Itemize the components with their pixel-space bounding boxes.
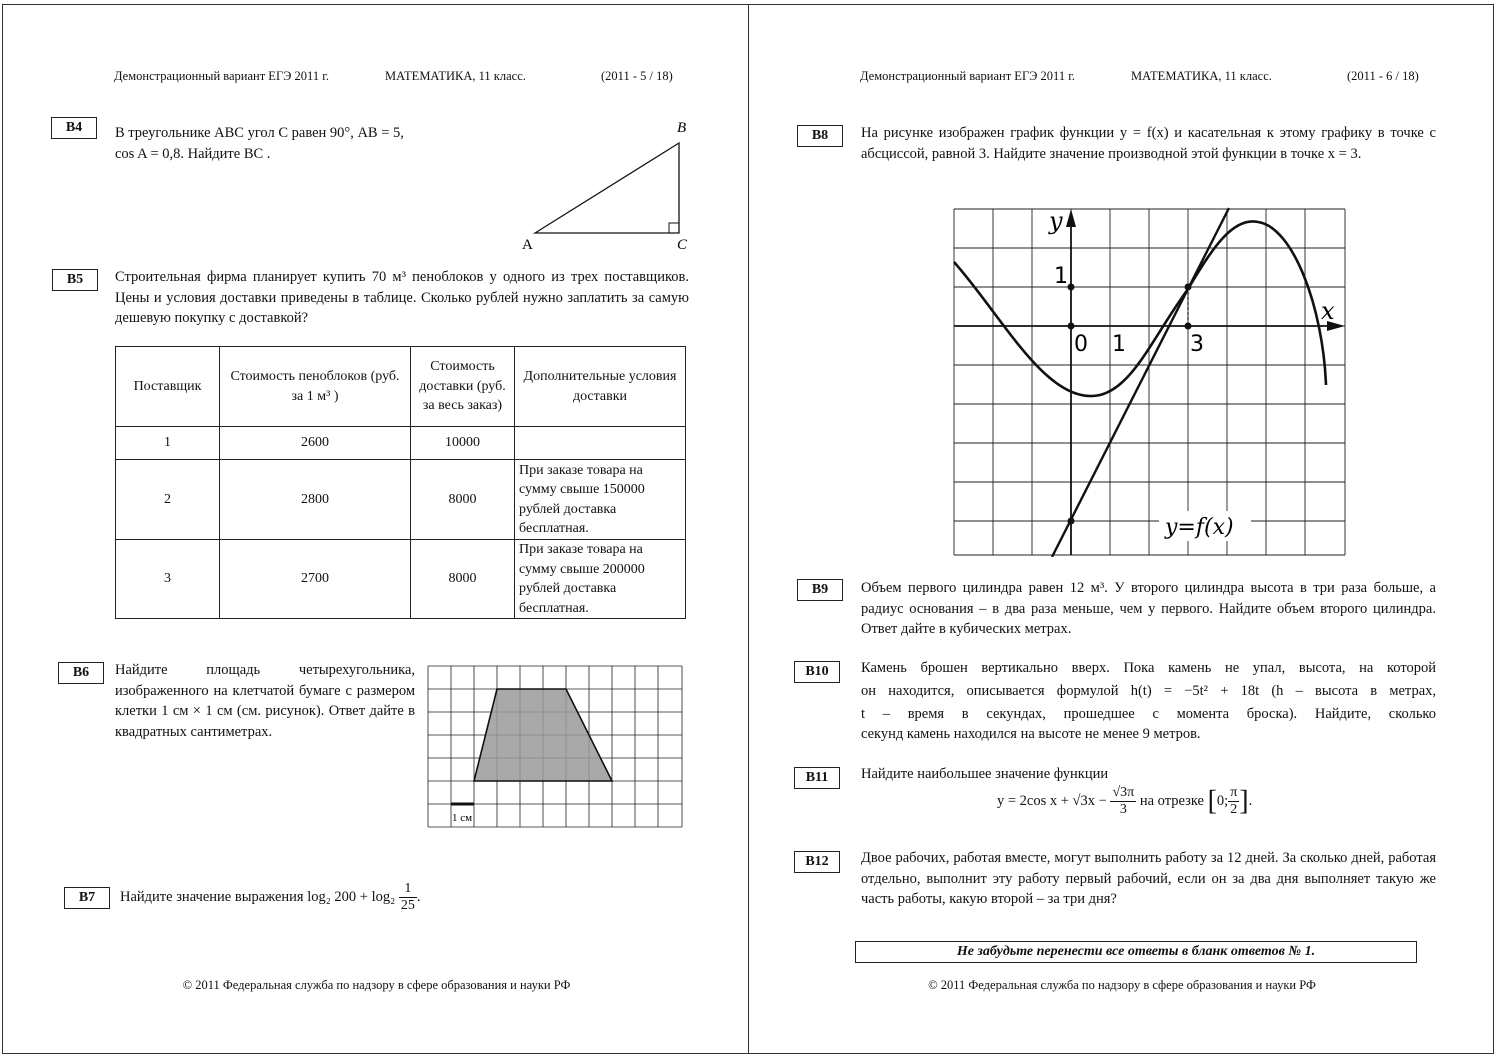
function-graph [953, 207, 1347, 557]
task-b10-line2: он находится, описывается формулой h(t) = −5t² + 18t (h – высота в метрах, [861, 683, 1436, 699]
left-bracket: [ [1207, 785, 1217, 817]
y1-point [1068, 284, 1075, 291]
x-axis-label: x [1321, 297, 1335, 325]
task-label-b8: B8 [797, 125, 843, 147]
answer-sheet-notice: Не забудьте перенести все ответы в бланк ответов № 1. [855, 941, 1417, 963]
fraction-numerator: π [1230, 785, 1238, 800]
task-label-b6: B6 [58, 662, 104, 684]
table-cell: 8000 [411, 460, 515, 540]
y-axis-label: y [1049, 207, 1063, 235]
triangle-shape [535, 143, 679, 233]
interval-left: 0; [1216, 792, 1229, 809]
origin-point [1068, 323, 1075, 330]
table-cell [515, 427, 686, 460]
left-page [2, 4, 749, 1054]
grid-quadrilateral-figure [427, 665, 685, 833]
table-cell: 2800 [220, 460, 411, 540]
scale-label: 1 см [452, 812, 473, 824]
task-b11-text: Найдите наибольшее значение функции [861, 766, 1109, 782]
table-header-cell: Стоимость пеноблоков (руб. за 1 м³ ) [220, 347, 411, 427]
table-header-row [116, 347, 686, 427]
right-header-subject: МАТЕМАТИКА, 11 класс. [1131, 69, 1272, 83]
task-b5-text: Строительная фирма планирует купить 70 м³ пеноблоков у одного из трех поставщиков. Цены и условия доставки приведены в таблице. Сколько рублей нужно заплатить за самую дешевую покупку с доставкой? [115, 269, 689, 326]
table-cell: При заказе товара на сумму свыше 200000 рублей доставка бесплатная. [515, 540, 686, 619]
function-label: y=f(x) [1165, 515, 1234, 540]
task-label-b9: B9 [797, 579, 843, 601]
suppliers-table [115, 346, 686, 619]
vertex-a-label: A [522, 237, 533, 253]
table-cell: 3 [116, 540, 220, 619]
origin-label: 0 [1074, 332, 1088, 357]
table-cell: 10000 [411, 427, 515, 460]
tangent-point [1185, 284, 1192, 291]
table-header-cell: Дополнительные условия доставки [515, 347, 686, 427]
formula-left: y = 2cos x + √3x − [997, 792, 1107, 809]
left-header-subject: МАТЕМАТИКА, 11 класс. [385, 69, 526, 83]
task-b4-line2: cos A = 0,8. Найдите BC . [115, 146, 271, 162]
left-header-title: Демонстрационный вариант ЕГЭ 2011 г. [114, 69, 330, 83]
right-page [748, 4, 1494, 1054]
task-b7-fraction [399, 881, 417, 914]
task-label-b10: B10 [794, 661, 840, 683]
left-footer: © 2011 Федеральная служба по надзору в сфере образования и науки РФ [182, 978, 571, 992]
task-b12-text: Двое рабочих, работая вместе, могут выполнить работу за 12 дней. За сколько дней, работая отдельно, выполнит эту работу первый рабочий, если он за два дня выполняет такую же часть работы, какую второй – за три дня? [861, 850, 1436, 907]
task-b8-text: На рисунке изображен график функции y = f(x) и касательная к этому графику в точке с абсциссой, равной 3. Найдите значение производной этой функции в точке x = 3. [861, 125, 1436, 162]
task-label-b5: B5 [52, 269, 98, 291]
task-b11-formula [997, 785, 1252, 818]
table-row [116, 540, 686, 619]
right-bracket: ] [1239, 785, 1249, 817]
fraction-numerator: 1 [399, 881, 417, 898]
tick-label-y1: 1 [1054, 264, 1068, 289]
task-b4-line1: В треугольнике ABC угол C равен 90°, AB = 5, [115, 125, 404, 141]
triangle-figure [513, 115, 713, 260]
table-cell: При заказе товара на сумму свыше 150000 рублей доставка бесплатная. [515, 460, 686, 540]
tangent-intercept-point [1068, 518, 1075, 525]
task-b7-end: . [416, 888, 421, 905]
table-cell: 2 [116, 460, 220, 540]
tangent-line [1052, 208, 1229, 557]
tick-label-x3: 3 [1190, 332, 1204, 357]
vertex-c-label: C [677, 237, 688, 253]
table-cell: 2600 [220, 427, 411, 460]
y-axis-arrow [1066, 209, 1076, 227]
right-footer: © 2011 Федеральная служба по надзору в сфере образования и науки РФ [928, 978, 1316, 992]
table-cell: 2700 [220, 540, 411, 619]
table-cell: 1 [116, 427, 220, 460]
vertex-b-label: B [677, 120, 687, 136]
task-b10-line4: секунд камень находился на высоте не менее 9 метров. [861, 726, 1201, 742]
task-label-b11: B11 [794, 767, 840, 789]
task-b9-text: Объем первого цилиндра равен 12 м³. У второго цилиндра высота в три раза больше, а радиус основания – в два раза меньше, чем у первого. Найдите объем второго цилиндра. Ответ дайте в кубических метрах. [861, 580, 1436, 637]
x3-point [1185, 323, 1192, 330]
right-angle-mark [669, 223, 679, 233]
task-b10-line3: t – время в секундах, прошедшее с момента броска). Найдите, сколько [861, 706, 1436, 722]
task-label-b7: B7 [64, 887, 110, 909]
task-label-b4: B4 [51, 117, 97, 139]
tick-label-x1: 1 [1112, 332, 1126, 357]
formula-end: . [1248, 792, 1253, 809]
table-row [116, 460, 686, 540]
task-b10-line1: Камень брошен вертикально вверх. Пока камень не упал, высота, на которой [861, 660, 1436, 676]
fraction-denominator: 2 [1230, 802, 1238, 817]
fraction-denominator: 25 [400, 898, 415, 913]
table-row [116, 427, 686, 460]
table-header-cell: Стоимость доставки (руб. за весь заказ) [411, 347, 515, 427]
fraction-denominator: 3 [1119, 802, 1127, 817]
task-b7-statement [120, 881, 420, 914]
fraction-numerator: √3π [1112, 785, 1135, 800]
formula-fraction [1110, 785, 1136, 818]
interval-text: на отрезке [1139, 792, 1204, 809]
task-label-b12: B12 [794, 851, 840, 873]
right-header-title: Демонстрационный вариант ЕГЭ 2011 г. [860, 69, 1076, 83]
right-header-page-ref: (2011 - 6 / 18) [1347, 69, 1419, 83]
task-b7-text: Найдите значение выражения [120, 888, 304, 905]
task-b7-expression: log₂ 200 + log₂ [307, 888, 396, 905]
task-b6-text: Найдите площадь четырехугольника, изображенного на клетчатой бумаге с размером клетки 1 см × 1 см (см. рисунок). Ответ дайте в квадратных сантиметрах. [115, 662, 415, 740]
table-header-cell: Поставщик [116, 347, 220, 427]
table-cell: 8000 [411, 540, 515, 619]
left-header-page-ref: (2011 - 5 / 18) [601, 69, 673, 83]
graph-grid [954, 209, 1345, 555]
interval-fraction [1228, 785, 1239, 818]
